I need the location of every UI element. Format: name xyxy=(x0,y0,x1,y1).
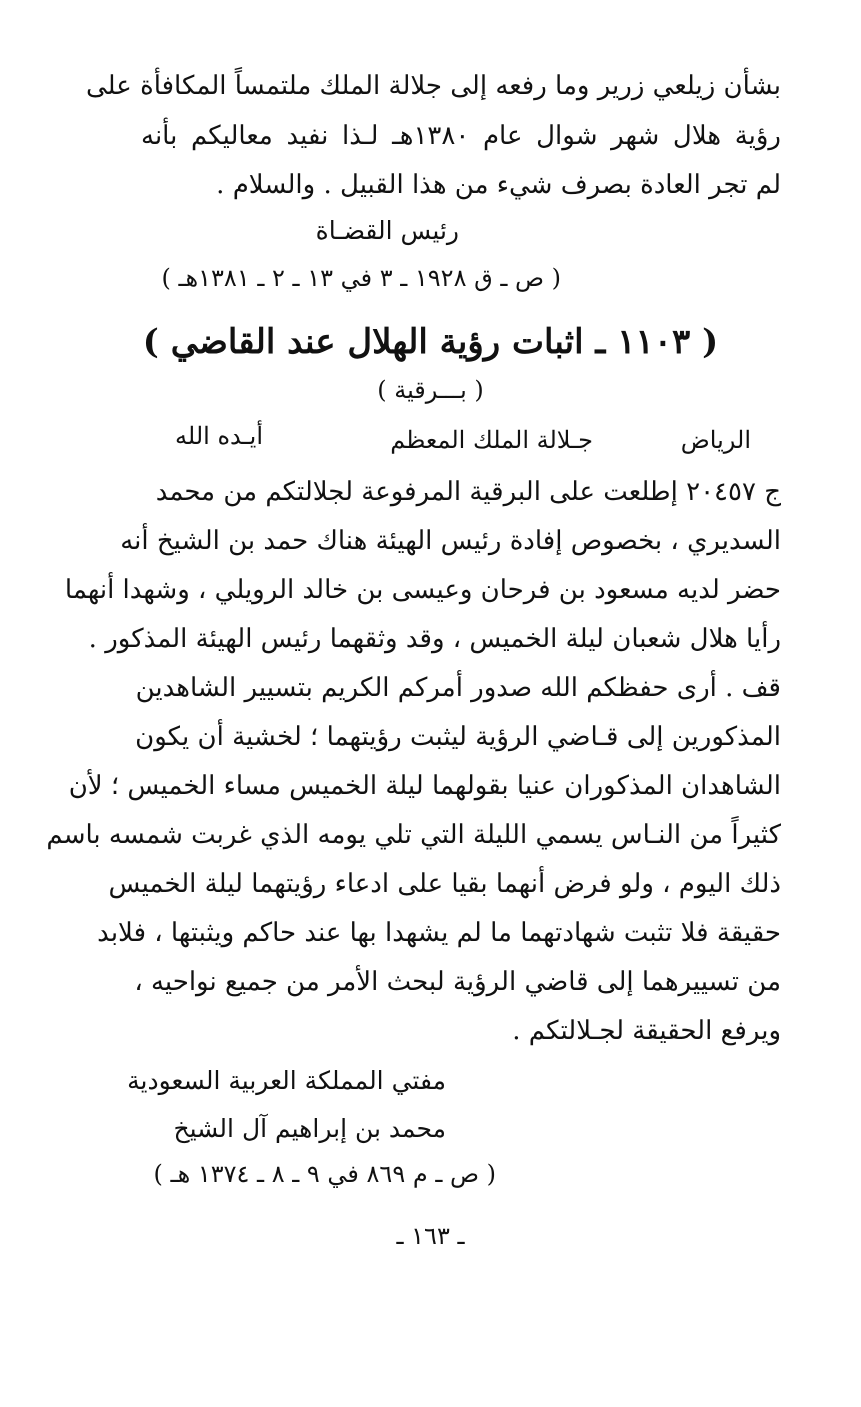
body-line: رؤية هلال شهر شوال عام ١٣٨٠هـ لـذا نفيد معاليكم بأنه xyxy=(141,121,781,151)
body-line: ذلك اليوم ، ولو فرض أنهما بقيا على ادعاء رؤيتهما ليلة الخميس xyxy=(108,869,781,899)
signer-title: رئيس القضـاة xyxy=(315,216,459,245)
address-recipient: جـلالة الملك المعظم xyxy=(390,426,593,454)
signer-title: مفتي المملكة العربية السعودية xyxy=(127,1066,446,1095)
body-line: حقيقة فلا تثبت شهادتهما ما لم يشهدا بها عند حاكم ويثبتها ، فلابد xyxy=(97,918,781,948)
signer-name: محمد بن إبراهيم آل الشيخ xyxy=(173,1114,446,1143)
section-heading: ( ١١٠٣ ـ اثبات رؤية الهلال عند القاضي ) xyxy=(142,322,719,362)
body-line: ج ٢٠٤٥٧ إطلعت على البرقية المرفوعة لجلالتكم من محمد xyxy=(155,477,781,507)
body-line: حضر لديه مسعود بن فرحان وعيسى بن خالد الرويلي ، وشهدا أنهما xyxy=(64,575,781,605)
body-line: بشأن زيلعي زرير وما رفعه إلى جلالة الملك ملتمساً المكافأة على xyxy=(86,71,781,101)
body-line: قف . أرى حفظكم الله صدور أمركم الكريم بتسيير الشاهدين xyxy=(135,673,781,703)
page-number: ـ ١٦٣ ـ xyxy=(396,1222,465,1250)
body-line: كثيراً من النـاس يسمي الليلة التي تلي يومه الذي غربت شمسه باسم xyxy=(46,820,781,850)
document-reference: ( ص ـ ق ١٩٢٨ ـ ٣ في ١٣ ـ ٢ ـ ١٣٨١هـ ) xyxy=(161,264,561,292)
body-line: لم تجر العادة بصرف شيء من هذا القبيل . والسلام . xyxy=(216,170,781,200)
body-line: رأيا هلال شعبان ليلة الخميس ، وقد وثقهما رئيس الهيئة المذكور . xyxy=(88,624,781,654)
address-city: الرياض xyxy=(680,426,751,454)
address-blessing: أيـده الله xyxy=(175,422,263,450)
body-line: الشاهدان المذكوران عنيا بقولهما ليلة الخميس مساء الخميس ؛ لأن xyxy=(68,771,781,801)
body-line: المذكورين إلى قـاضي الرؤية ليثبت رؤيتهما ؛ لخشية أن يكون xyxy=(135,722,781,752)
body-line: ويرفع الحقيقة لجـلالتكم . xyxy=(512,1016,781,1046)
section-subheading: ( بـــرقية ) xyxy=(377,376,484,404)
body-line: من تسييرهما إلى قاضي الرؤية لبحث الأمر من جميع نواحيه ، xyxy=(134,967,781,997)
document-reference: ( ص ـ م ٨٦٩ في ٩ ـ ٨ ـ ١٣٧٤ هـ ) xyxy=(153,1160,496,1188)
body-line: السديري ، بخصوص إفادة رئيس الهيئة هناك حمد بن الشيخ أنه xyxy=(120,526,781,556)
